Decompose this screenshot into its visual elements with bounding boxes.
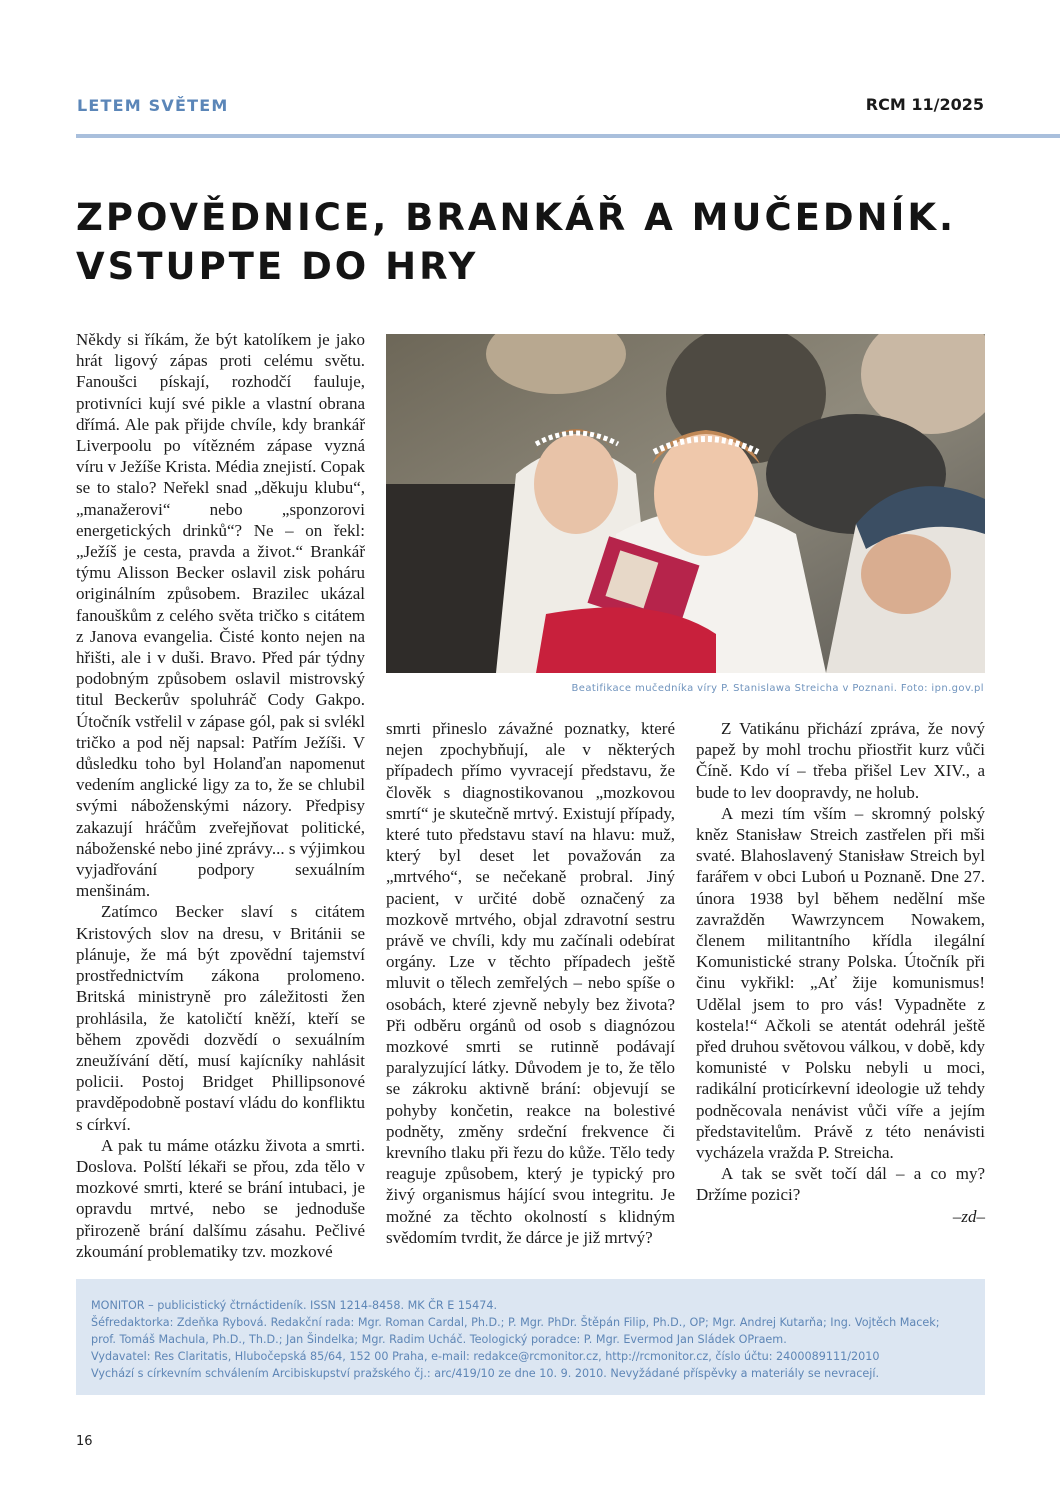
article-paragraph: A pak tu máme otázku života a smrti. Doslova. Polští lékaři se přou, zda tělo v mozkové smrti, které se brání intubaci, je opravdu mrtvé, nebo se jednoduše přirozeně brání dalšímu zásahu. Pečlivé zkoumání problematiky tzv. mozkové: [76, 1135, 365, 1261]
issue-label: RCM 11/2025: [865, 95, 984, 114]
header-divider: [76, 134, 1060, 138]
children-at-beatification-photo: [386, 334, 985, 673]
article-title: [76, 193, 976, 291]
author-signature: –zd–: [952, 1206, 985, 1226]
section-label: LETEM SVĚTEM: [77, 96, 229, 115]
impressum-line: Vychází s církevním schválením Arcibiskupství pražského čj.: arc/419/10 ze dne 10. 9. 2010. Nevyžádané příspěvky a materiály se nevracejí.: [91, 1367, 880, 1380]
article-paragraph: Zatímco Becker slaví s citátem Kristových slov na dresu, v Británii se plánuje, že má být zpovědní tajemství prostřednictvím zákona prolomeno. Britská ministryně pro záležitosti žen prohlásila, že katoličtí kněží, kteří se během zpovědi dozvědí o sexuálním zneužívání dětí, musí kajícníky nahlásit policii. Postoj Bridget Phillipsonové pravděpodobně postaví vládu do konfliktu s církví.: [76, 902, 365, 1134]
article-title-line-1: ZPOVĚDNICE, BRANKÁŘ A MUČEDNÍK.: [76, 196, 957, 239]
impressum-line: Vydavatel: Res Claritatis, Hlubočepská 85/64, 152 00 Praha, e-mail: redakce@rcmonitor.cz, http://rcmonitor.cz, číslo účtu: 2400089111/2010: [91, 1350, 880, 1363]
impressum-line: prof. Tomáš Machula, Ph.D., Th.D.; Jan Šindelka; Mgr. Radim Ucháč. Teologický poradce: P. Mgr. Evermod Jan Sládek OPraem.: [91, 1333, 787, 1346]
page-number: 16: [76, 1434, 93, 1449]
article-photo: [386, 334, 985, 673]
impressum-box: [76, 1279, 985, 1395]
article-title-line-2: VSTUPTE DO HRY: [76, 245, 479, 288]
article-paragraph: smrti přineslo závažné poznatky, které nejen zpochybňují, ale v některých případech přímo vyvracejí představu, že člověk s diagnostikovanou „mozkovou smrtí“ je skutečně mrtvý. Existují případy, které tuto představu staví na hlavu: muž, který byl deset let považován za „mrtvého“, se nečekaně probral. Jiný pacient, v určité době označený za mozkově mrtvého, objal zdravotní sestru právě ve chvíli, kdy mu začínali odebírat orgány. Lze v těchto případech ještě mluvit o tělech zemřelých – nebo spíše o osobách, které zjevně nebyly bez života? Při odběru orgánů od osob s diagnózou mozkové smrti se rutinně podávají paralyzující látky. Důvodem je to, že tělo se zákroku aktivně brání: objevují se pohyby končetin, reakce na bolestivé podněty, změny srdeční frekvence či krevního tlaku při řezu do kůže. Tělo tedy reaguje způsobem, který je typický pro živý organismus hájící svou integritu. Je možné za těchto okolností s klidným svědomím tvrdit, že dárce je již mrtvý?: [386, 719, 675, 1247]
impressum-line: MONITOR – publicistický čtrnáctideník. ISSN 1214-8458. MK ČR E 15474.: [91, 1299, 498, 1312]
article-paragraph: Z Vatikánu přichází zpráva, že nový papež by mohl trochu přiostřit kurz vůči Číně. Kdo ví – třeba přišel Lev XIV., a bude to lev doopravdy, ne holub.: [696, 719, 985, 802]
article-paragraph: A tak se svět točí dál – a co my? Držíme pozici?: [696, 1164, 985, 1205]
photo-caption: Beatifikace mučedníka víry P. Stanislawa Streicha v Poznani. Foto: ipn.gov.pl: [571, 683, 984, 694]
article-column-2: [386, 718, 675, 1248]
article-paragraph: Někdy si říkám, že být katolíkem je jako hrát ligový zápas proti celému světu. Fanoušci pískají, rozhodčí fauluje, protivníci kují své pikle a vlastní obrana dřímá. Ale pak přijde chvíle, kdy brankář Liverpoolu po vítězném zápase vyzná víru v Ježíše Krista. Média znejistí. Copak se to stalo? Neřekl snad „děkuju klubu“, „manažerovi“ nebo „sponzorovi energetických drinků“? Ne – on řekl: „Ježíš je cesta, pravda a život.“ Brankář týmu Alisson Becker oslavil zisk poháru originálním způsobem. Brazilec ukázal fanouškům z celého světa tričko s citátem z Janova evangelia. Čisté konto nejen na hřišti, ale i v duši. Bravo. Před pár týdny podobným způsobem oslavil mistrovský titul Beckerův spoluhráč Cody Gakpo. Útočník vstřelil v zápase gól, pak si svlékl tričko a pod něj napsal: Patřím Ježíši. V důsledku toho byl Holanďan napomenut vedením anglické ligy za to, že se chlubil svými náboženskými názory. Předpisy zakazují hráčům zveřejňovat politické, náboženské nebo jiné zprávy... s výjimkou vyjadřování podpory sexuálním menšinám.: [76, 330, 365, 901]
article-paragraph: A mezi tím vším – skromný polský kněz Stanisław Streich zastřelen při mši svaté. Blahoslavený Stanisław Streich byl farářem v obci Luboń u Poznaně. Dne 27. února 1938 byl během nedělní mše zavražděn Wawrzyncem Nowakem, členem militantního křídla ilegální Komunistické strany Polska. Útočník při činu vykřikl: „Ať žije komunismus! Udělal jsem to pro vás! Vypadněte z kostela!“ Ačkoli se atentát odehrál ještě před druhou světovou válkou, v době, kdy komunisté v Polsku nebyli u moci, radikální proticírkevní ideologie už tehdy podněcovala nenávist vůči víře a jejím představitelům. Právě z této nenávisti vycházela vražda P. Streicha.: [696, 803, 985, 1163]
article-column-1: [76, 329, 365, 1262]
impressum-line: Šéfredaktorka: Zdeňka Rybová. Redakční rada: Mgr. Roman Cardal, Ph.D.; P. Mgr. PhDr. Štěpán Filip, Ph.D., OP; Mgr. Andrej Kutarňa; Ing. Vojtěch Macek;: [91, 1316, 940, 1329]
article-column-3: [696, 718, 985, 1227]
